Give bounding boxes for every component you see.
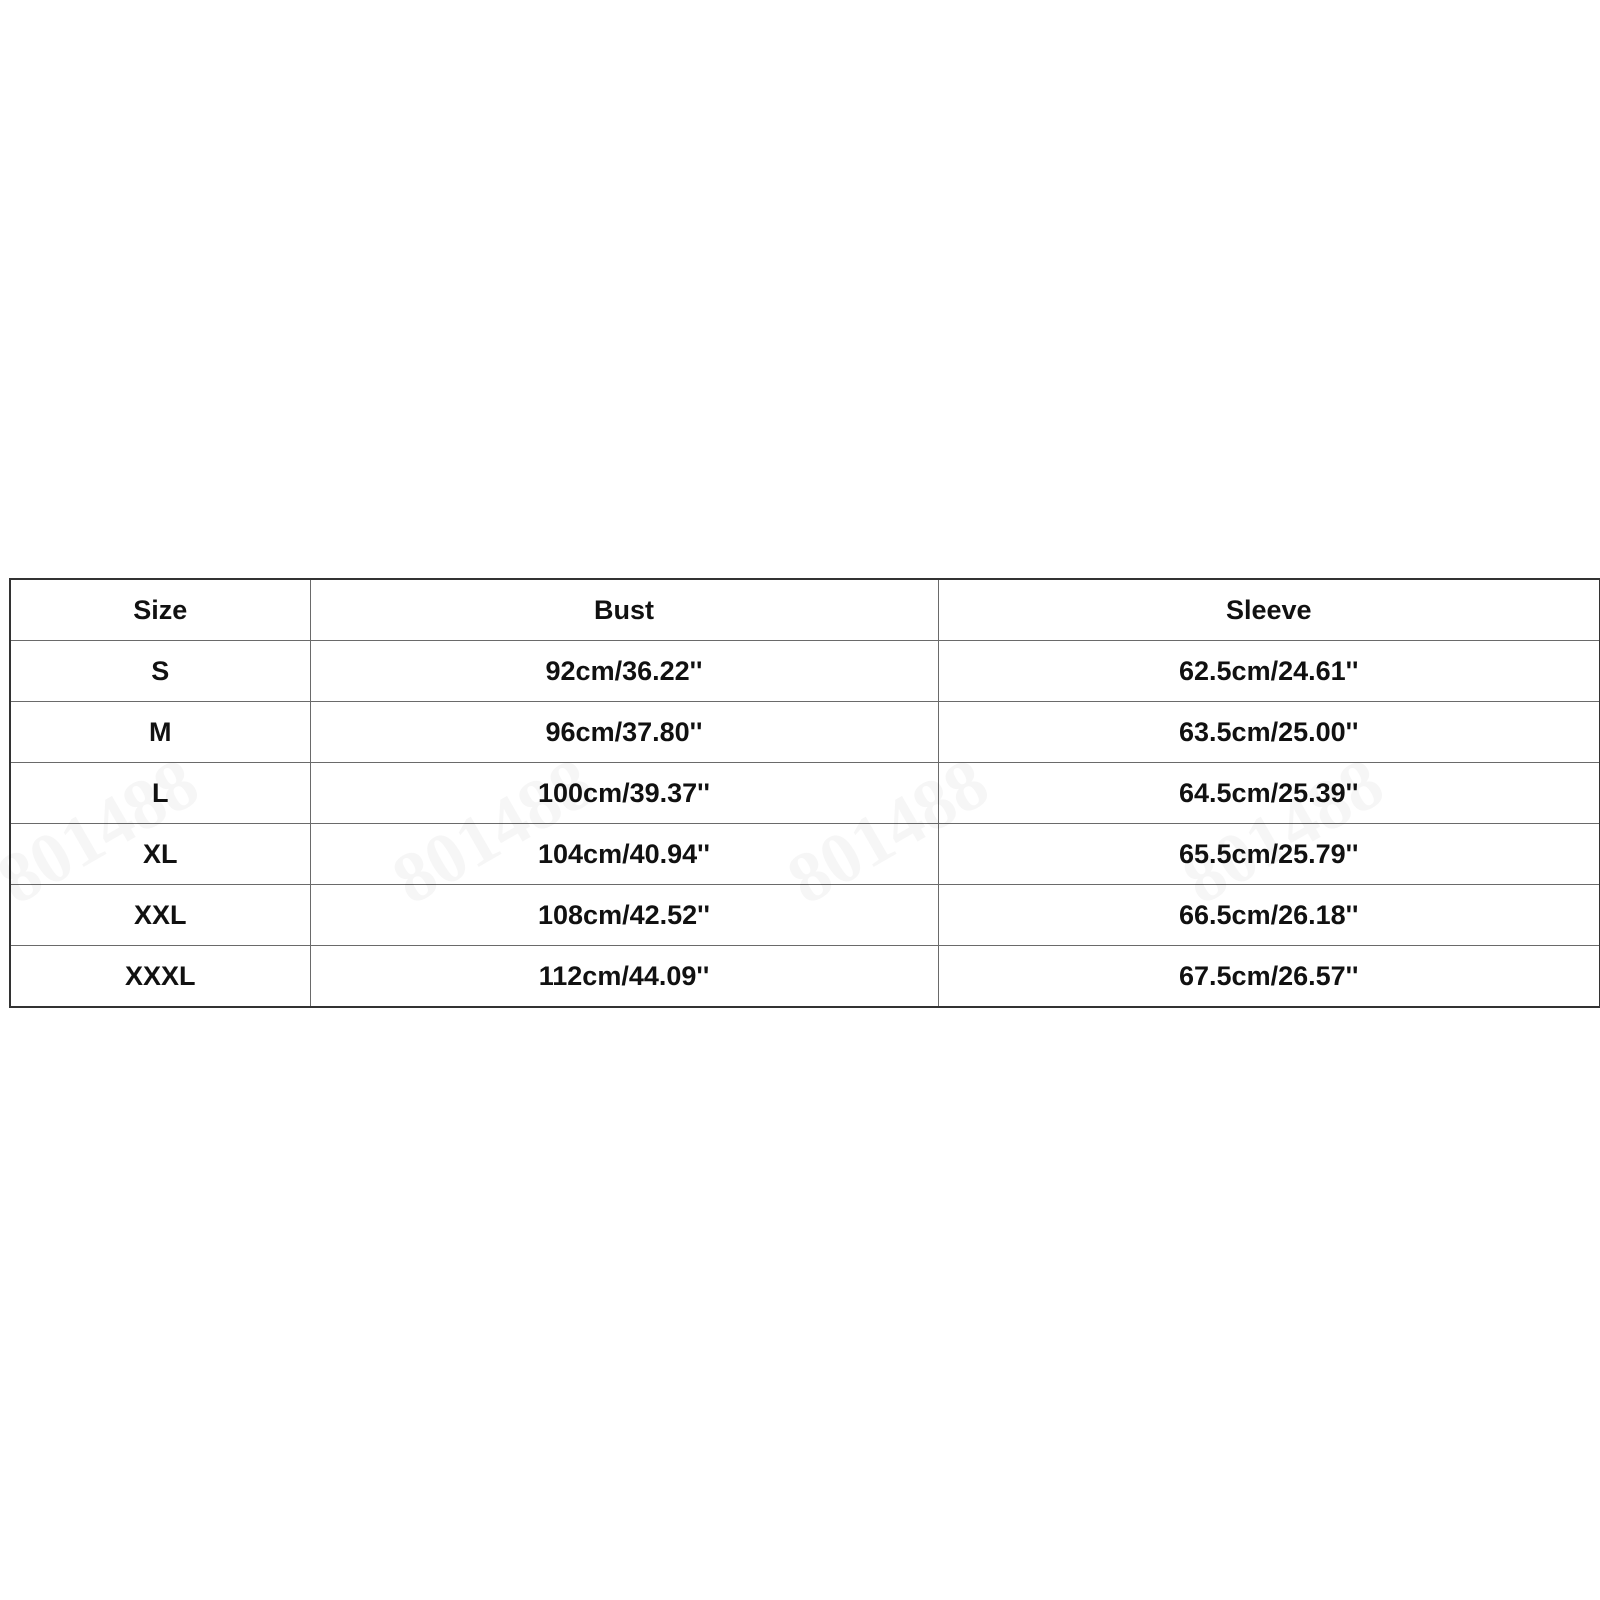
bust-cell: 112cm/44.09'' [310,946,938,1008]
size-chart-table [9,578,1600,1008]
header-sleeve: Sleeve [938,579,1600,641]
table-row [10,946,1600,1008]
sleeve-cell: 66.5cm/26.18'' [938,885,1600,946]
bust-cell: 100cm/39.37'' [310,763,938,824]
sleeve-cell: 63.5cm/25.00'' [938,702,1600,763]
sleeve-cell: 65.5cm/25.79'' [938,824,1600,885]
size-cell: L [10,763,310,824]
size-cell: XXL [10,885,310,946]
table-row [10,885,1600,946]
size-cell: M [10,702,310,763]
bust-cell: 92cm/36.22'' [310,641,938,702]
sleeve-cell: 67.5cm/26.57'' [938,946,1600,1008]
sleeve-cell: 64.5cm/25.39'' [938,763,1600,824]
table-row [10,824,1600,885]
table-row [10,702,1600,763]
header-size: Size [10,579,310,641]
bust-cell: 104cm/40.94'' [310,824,938,885]
size-cell: S [10,641,310,702]
table-row [10,641,1600,702]
sleeve-cell: 62.5cm/24.61'' [938,641,1600,702]
size-cell: XXXL [10,946,310,1008]
bust-cell: 108cm/42.52'' [310,885,938,946]
table-header-row [10,579,1600,641]
bust-cell: 96cm/37.80'' [310,702,938,763]
header-bust: Bust [310,579,938,641]
size-cell: XL [10,824,310,885]
table-row [10,763,1600,824]
